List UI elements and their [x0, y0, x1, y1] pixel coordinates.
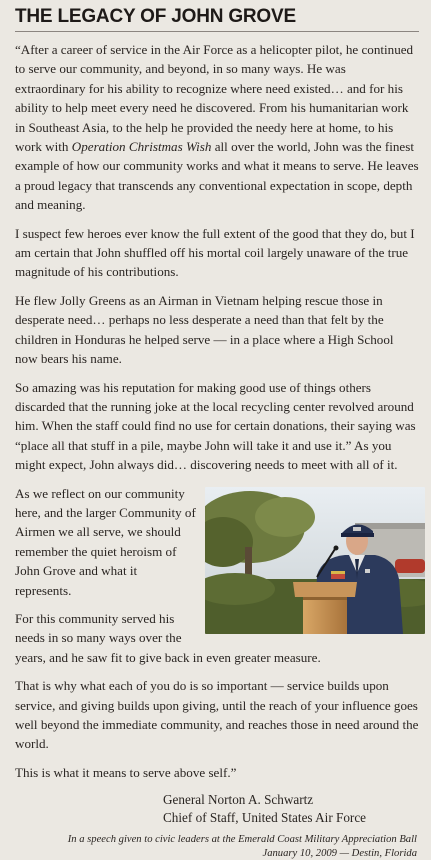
article-title: THE LEGACY OF JOHN GROVE — [15, 6, 296, 27]
paragraph: This is what it means to serve above self.” — [15, 764, 237, 780]
general-speaking-photo — [205, 487, 425, 634]
paragraph-text: all over the world, John was the finest example of how our community works and what it means to serve. He leaves a proud legacy that transcends any conventional expectation in scope, depth and meaning. — [15, 139, 419, 213]
signature-block — [163, 791, 419, 827]
credit-line: In a speech given to civic leaders at the Emerald Coast Military Appreciation Ball — [67, 834, 417, 846]
paragraph-text: “After a career of service in the Air Force as a helicopter pilot, he continued to serve our community, and beyond, in so many ways. He was extraordinary for his ability to recognize where need existed… and for his ability to help meet every need he discovered. From his humanitarian work in Southeast Asia, to the help he provided the needy here at home, to his work with — [15, 42, 414, 155]
article-body — [15, 40, 419, 782]
paragraph: For this community served his needs in so many ways over the years, and he saw fit to give back in even greater measure. — [15, 610, 321, 665]
speech-credit — [15, 833, 419, 860]
signature-title: Chief of Staff, United States Air Force — [163, 810, 367, 826]
paragraph: That is why what each of you do is so important — service builds upon service, and giving builds upon giving, until the reach of your influence goes well beyond the immediate community, and reaches those in need around the world. — [15, 678, 419, 752]
paragraph — [15, 40, 419, 215]
signature-name: General Norton A. Schwartz — [163, 792, 314, 808]
title-divider — [15, 31, 419, 32]
credit-date-location: January 10, 2009 — Destin, Florida — [262, 847, 417, 859]
paragraph: As we reflect on our community here, and the larger Community of Airmen we all serve, we should remember the quiet heroism of John Grove and what it represents. — [15, 485, 196, 598]
program-name: Operation Christmas Wish — [71, 139, 212, 155]
paragraph: He flew Jolly Greens as an Airman in Vietnam helping rescue those in desperate need… perhaps no less desperate a need than that felt by the children in Honduras he helped serve — in a place where a High School now bears his name. — [15, 292, 394, 367]
paragraph: So amazing was his reputation for making good use of things others discarded that the running joke at the local recycling center revolved around him. When the staff could find no use for certain donations, their saying was “place all that stuff in a pile, maybe John will take it and use it.” As you might expect, John always did… discovering needs to meet with all of it. — [15, 379, 416, 473]
paragraph: I suspect few heroes ever know the full extent of the good that they do, but I am certain that John shuffled off his mortal coil largely unaware of the true magnitude of his contributions. — [15, 225, 415, 280]
